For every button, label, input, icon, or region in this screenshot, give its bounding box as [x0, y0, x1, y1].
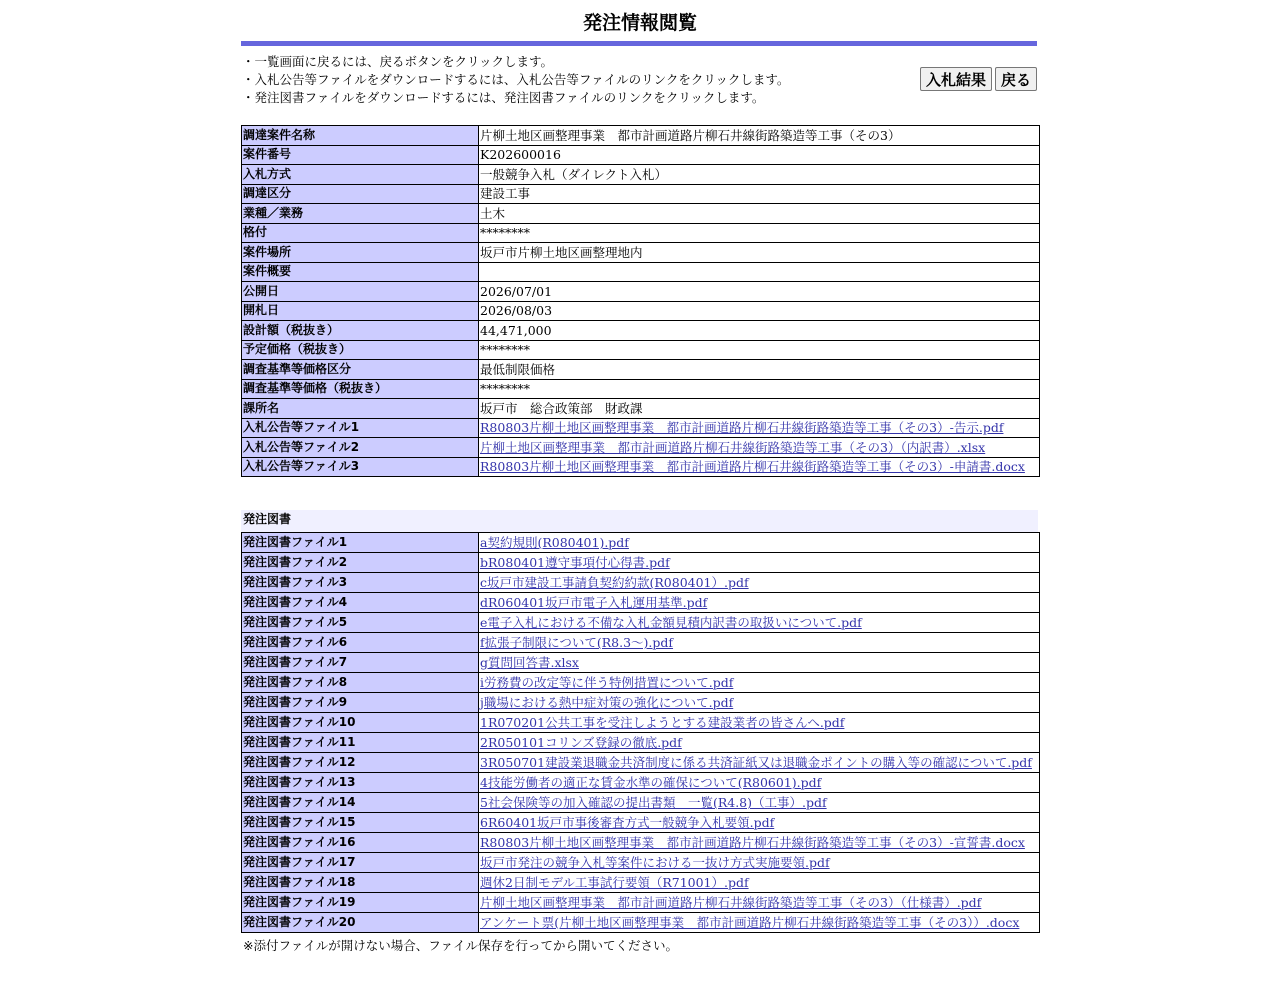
- drawing-file-link[interactable]: j職場における熱中症対策の強化について.pdf: [480, 695, 734, 710]
- drawing-row: [242, 613, 1040, 633]
- detail-value: ********: [479, 379, 1040, 399]
- drawing-row: [242, 893, 1040, 913]
- drawing-row: [242, 773, 1040, 793]
- drawing-label: 発注図書ファイル1: [242, 533, 479, 553]
- drawing-row: [242, 573, 1040, 593]
- detail-value: 土木: [479, 204, 1040, 224]
- drawing-label: 発注図書ファイル15: [242, 813, 479, 833]
- drawing-value: [479, 853, 1040, 873]
- detail-label: 入札公告等ファイル2: [242, 438, 479, 458]
- drawing-row: [242, 793, 1040, 813]
- drawing-file-link[interactable]: 1R070201公共工事を受注しようとする建設業者の皆さんへ.pdf: [480, 715, 845, 730]
- drawing-row: [242, 833, 1040, 853]
- drawing-file-link[interactable]: 3R050701建設業退職金共済制度に係る共済証紙又は退職金ポイントの購入等の確認について.pdf: [480, 755, 1032, 770]
- drawing-row: [242, 753, 1040, 773]
- drawing-row: [242, 673, 1040, 693]
- detail-label: 案件場所: [242, 243, 479, 263]
- action-buttons: [917, 67, 1037, 91]
- drawing-row: [242, 593, 1040, 613]
- detail-label: 調達案件名称: [242, 126, 479, 146]
- drawing-file-link[interactable]: i労務費の改定等に伴う特例措置について.pdf: [480, 675, 734, 690]
- drawing-file-link[interactable]: a契約規則(R080401).pdf: [480, 535, 629, 550]
- back-button[interactable]: 戻る: [995, 67, 1037, 91]
- detail-row: [242, 360, 1040, 380]
- details-table: [241, 125, 1040, 477]
- detail-value: 2026/08/03: [479, 301, 1040, 321]
- drawing-value: [479, 913, 1040, 933]
- drawing-label: 発注図書ファイル4: [242, 593, 479, 613]
- detail-row: [242, 321, 1040, 341]
- drawing-label: 発注図書ファイル12: [242, 753, 479, 773]
- drawing-value: [479, 893, 1040, 913]
- detail-file-link[interactable]: R80803片柳土地区画整理事業 都市計画道路片柳石井線街路築造等工事（その3）-申請書.docx: [480, 459, 1025, 475]
- detail-value: 44,471,000: [479, 321, 1040, 341]
- instruction-line-1: ・一覧画面に戻るには、戻るボタンをクリックします。: [242, 54, 554, 69]
- drawing-row: [242, 553, 1040, 573]
- drawing-value: [479, 813, 1040, 833]
- drawing-value: [479, 613, 1040, 633]
- detail-label: 入札方式: [242, 165, 479, 185]
- drawing-label: 発注図書ファイル17: [242, 853, 479, 873]
- detail-value: 坂戸市片柳土地区画整理地内: [479, 243, 1040, 263]
- detail-label: 入札公告等ファイル3: [242, 457, 479, 477]
- drawing-file-link[interactable]: 6R60401坂戸市事後審査方式一般競争入札要領.pdf: [480, 815, 775, 830]
- instruction-line-2: ・入札公告等ファイルをダウンロードするには、入札公告等ファイルのリンクをクリックします。: [242, 72, 790, 87]
- detail-value: 片柳土地区画整理事業 都市計画道路片柳石井線街路築造等工事（その3）: [479, 126, 1040, 146]
- drawing-value: [479, 573, 1040, 593]
- drawing-label: 発注図書ファイル3: [242, 573, 479, 593]
- drawing-file-link[interactable]: bR080401遵守事項付心得書.pdf: [480, 555, 670, 570]
- drawing-label: 発注図書ファイル10: [242, 713, 479, 733]
- drawing-label: 発注図書ファイル7: [242, 653, 479, 673]
- drawing-label: 発注図書ファイル5: [242, 613, 479, 633]
- detail-row: [242, 282, 1040, 302]
- detail-row: [242, 184, 1040, 204]
- detail-label: 案件概要: [242, 262, 479, 282]
- drawing-label: 発注図書ファイル20: [242, 913, 479, 933]
- detail-row: [242, 204, 1040, 224]
- detail-row: [242, 399, 1040, 419]
- detail-value: 2026/07/01: [479, 282, 1040, 302]
- drawing-row: [242, 533, 1040, 553]
- detail-value: [479, 438, 1040, 458]
- detail-label: 格付: [242, 223, 479, 243]
- detail-value: ********: [479, 223, 1040, 243]
- drawing-label: 発注図書ファイル6: [242, 633, 479, 653]
- detail-value: 坂戸市 総合政策部 財政課: [479, 399, 1040, 419]
- drawing-label: 発注図書ファイル14: [242, 793, 479, 813]
- detail-value: [479, 262, 1040, 282]
- drawing-value: [479, 833, 1040, 853]
- detail-value: 一般競争入札（ダイレクト入札）: [479, 165, 1040, 185]
- detail-row: [242, 340, 1040, 360]
- detail-value: ********: [479, 340, 1040, 360]
- drawing-value: [479, 713, 1040, 733]
- drawing-value: [479, 793, 1040, 813]
- detail-row: [242, 223, 1040, 243]
- drawing-value: [479, 673, 1040, 693]
- detail-label: 入札公告等ファイル1: [242, 418, 479, 438]
- detail-label: 予定価格（税抜き）: [242, 340, 479, 360]
- drawings-section-title: 発注図書: [241, 510, 1038, 532]
- detail-row: [242, 145, 1040, 165]
- drawing-row: [242, 733, 1040, 753]
- drawing-row: [242, 873, 1040, 893]
- drawing-file-link[interactable]: 週休2日制モデル工事試行要領（R71001）.pdf: [480, 875, 749, 890]
- footer-note: ※添付ファイルが開けない場合、ファイル保存を行ってから開いてください。: [243, 938, 678, 953]
- drawing-row: [242, 813, 1040, 833]
- bid-result-button[interactable]: 入札結果: [920, 67, 992, 91]
- detail-row: [242, 457, 1040, 477]
- drawing-value: [479, 553, 1040, 573]
- detail-row: [242, 243, 1040, 263]
- drawing-value: [479, 653, 1040, 673]
- drawing-value: [479, 873, 1040, 893]
- detail-row: [242, 418, 1040, 438]
- detail-value: [479, 418, 1040, 438]
- detail-label: 設計額（税抜き）: [242, 321, 479, 341]
- detail-label: 調査基準等価格区分: [242, 360, 479, 380]
- detail-value: [479, 457, 1040, 477]
- drawing-file-link[interactable]: c坂戸市建設工事請負契約約款(R080401）.pdf: [480, 575, 749, 590]
- detail-row: [242, 262, 1040, 282]
- drawing-label: 発注図書ファイル2: [242, 553, 479, 573]
- drawing-file-link[interactable]: 坂戸市発注の競争入札等案件における一抜け方式実施要領.pdf: [480, 855, 830, 870]
- detail-file-link[interactable]: R80803片柳土地区画整理事業 都市計画道路片柳石井線街路築造等工事（その3）-告示.pdf: [480, 420, 1004, 436]
- drawings-table: [241, 532, 1040, 933]
- detail-row: [242, 438, 1040, 458]
- detail-label: 公開日: [242, 282, 479, 302]
- drawing-label: 発注図書ファイル13: [242, 773, 479, 793]
- drawing-row: [242, 853, 1040, 873]
- detail-label: 業種／業務: [242, 204, 479, 224]
- drawing-row: [242, 713, 1040, 733]
- drawing-file-link[interactable]: 片柳土地区画整理事業 都市計画道路片柳石井線街路築造等工事（その3）（仕様書）.pdf: [480, 895, 982, 910]
- detail-file-link[interactable]: 片柳土地区画整理事業 都市計画道路片柳石井線街路築造等工事（その3）（内訳書）.xlsx: [480, 439, 986, 455]
- drawing-label: 発注図書ファイル8: [242, 673, 479, 693]
- drawing-file-link[interactable]: dR060401坂戸市電子入札運用基準.pdf: [480, 595, 708, 610]
- drawing-row: [242, 653, 1040, 673]
- instructions: [241, 46, 1039, 116]
- drawing-row: [242, 693, 1040, 713]
- drawing-label: 発注図書ファイル19: [242, 893, 479, 913]
- drawing-file-link[interactable]: 5社会保険等の加入確認の提出書類 一覧(R4.8)（工事）.pdf: [480, 795, 827, 810]
- detail-label: 調査基準等価格（税抜き）: [242, 379, 479, 399]
- drawing-value: [479, 753, 1040, 773]
- drawing-label: 発注図書ファイル9: [242, 693, 479, 713]
- detail-row: [242, 301, 1040, 321]
- instruction-line-3: ・発注図書ファイルをダウンロードするには、発注図書ファイルのリンクをクリックします。: [242, 90, 765, 105]
- drawing-file-link[interactable]: f拡張子制限について(R8.3～).pdf: [480, 635, 674, 650]
- drawing-value: [479, 733, 1040, 753]
- drawing-file-link[interactable]: 2R050101コリンズ登録の徹底.pdf: [480, 735, 682, 750]
- drawing-value: [479, 773, 1040, 793]
- drawing-row: [242, 913, 1040, 933]
- drawing-value: [479, 533, 1040, 553]
- drawing-file-link[interactable]: 4技能労働者の適正な賃金水準の確保について(R80601).pdf: [480, 775, 822, 790]
- detail-label: 課所名: [242, 399, 479, 419]
- drawing-file-link[interactable]: g質問回答書.xlsx: [480, 655, 579, 670]
- drawing-file-link[interactable]: e電子入札における不備な入札金額見積内訳書の取扱いについて.pdf: [480, 615, 862, 630]
- detail-row: [242, 379, 1040, 399]
- drawing-value: [479, 593, 1040, 613]
- detail-row: [242, 165, 1040, 185]
- page-container: [241, 0, 1039, 954]
- detail-value: K202600016: [479, 145, 1040, 165]
- detail-value: 建設工事: [479, 184, 1040, 204]
- drawing-value: [479, 693, 1040, 713]
- drawing-label: 発注図書ファイル11: [242, 733, 479, 753]
- drawing-file-link[interactable]: アンケート票(片柳土地区画整理事業 都市計画道路片柳石井線街路築造等工事（その3））.docx: [480, 915, 1020, 930]
- detail-label: 開札日: [242, 301, 479, 321]
- drawing-label: 発注図書ファイル18: [242, 873, 479, 893]
- detail-value: 最低制限価格: [479, 360, 1040, 380]
- drawing-value: [479, 633, 1040, 653]
- page-title: 発注情報閲覧: [582, 12, 697, 34]
- detail-label: 調達区分: [242, 184, 479, 204]
- drawing-row: [242, 633, 1040, 653]
- drawing-file-link[interactable]: R80803片柳土地区画整理事業 都市計画道路片柳石井線街路築造等工事（その3）-宣誓書.docx: [480, 835, 1025, 850]
- drawing-label: 発注図書ファイル16: [242, 833, 479, 853]
- detail-label: 案件番号: [242, 145, 479, 165]
- detail-row: [242, 126, 1040, 146]
